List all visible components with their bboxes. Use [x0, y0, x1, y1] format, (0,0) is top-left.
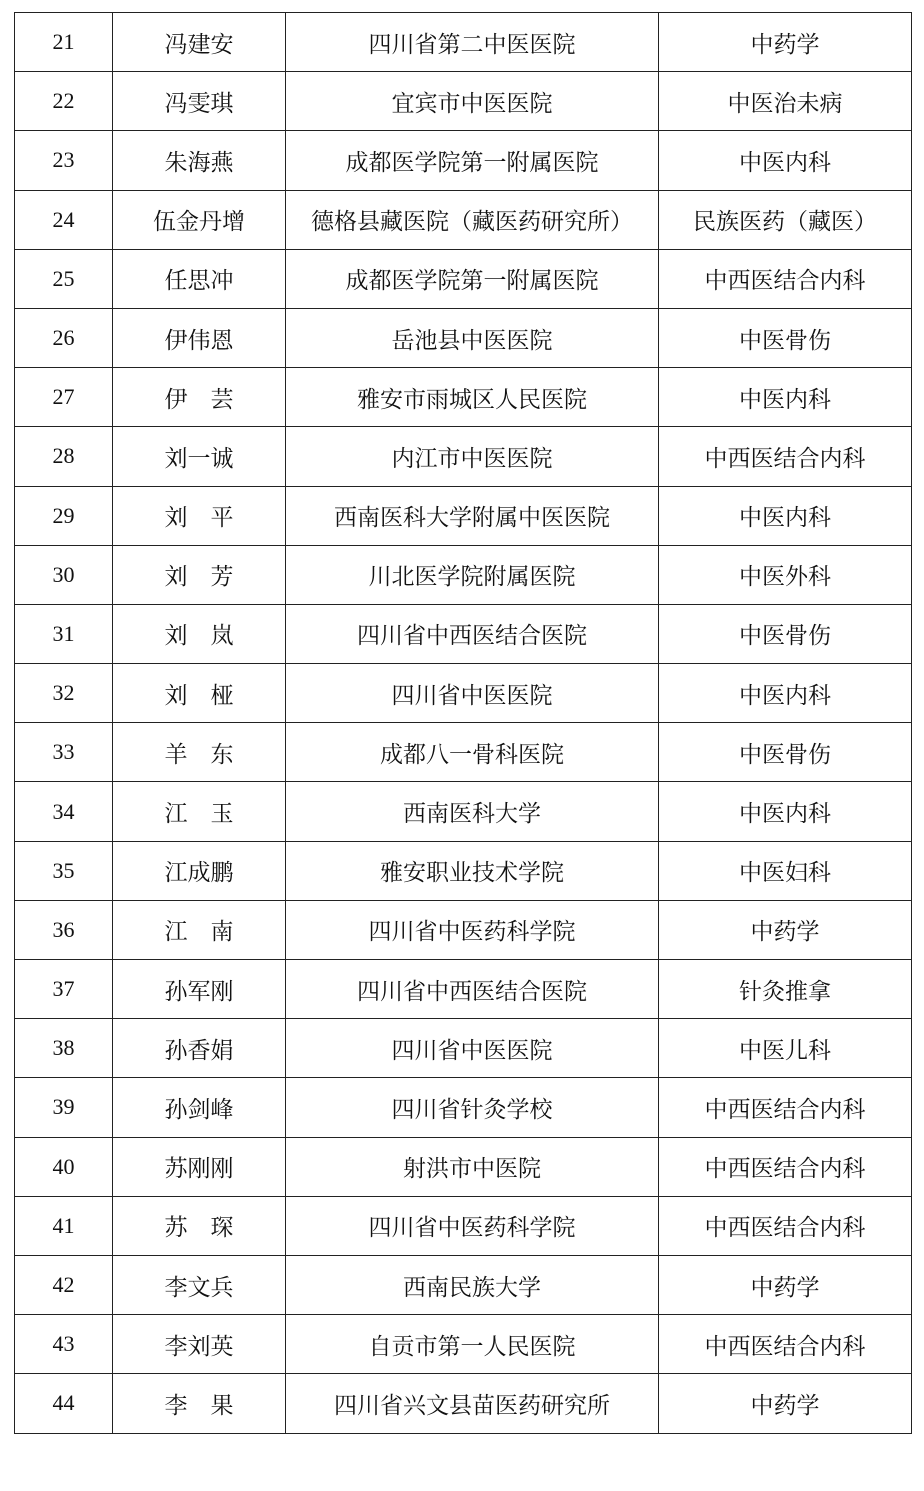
name-cell: 江 玉 — [113, 782, 286, 841]
specialty-cell: 中西医结合内科 — [659, 427, 912, 486]
institution-cell: 四川省中西医结合医院 — [286, 960, 659, 1019]
institution-cell: 雅安市雨城区人民医院 — [286, 368, 659, 427]
row-number-cell: 24 — [15, 190, 113, 249]
name-cell: 刘一诚 — [113, 427, 286, 486]
row-number-cell: 23 — [15, 131, 113, 190]
table-row — [15, 249, 912, 308]
table-row — [15, 960, 912, 1019]
name-cell: 江成鹏 — [113, 841, 286, 900]
name-cell: 刘 岚 — [113, 604, 286, 663]
specialty-cell: 中医骨伤 — [659, 723, 912, 782]
institution-cell: 射洪市中医院 — [286, 1137, 659, 1196]
table-row — [15, 368, 912, 427]
row-number-cell: 44 — [15, 1374, 113, 1433]
row-number-cell: 26 — [15, 308, 113, 367]
specialty-cell: 中医治未病 — [659, 72, 912, 131]
specialty-cell: 中医内科 — [659, 131, 912, 190]
specialty-cell: 中西医结合内科 — [659, 1315, 912, 1374]
name-cell: 伊 芸 — [113, 368, 286, 427]
roster-table — [14, 12, 912, 1434]
name-cell: 李文兵 — [113, 1255, 286, 1314]
row-number-cell: 27 — [15, 368, 113, 427]
specialty-cell: 中西医结合内科 — [659, 1078, 912, 1137]
row-number-cell: 41 — [15, 1196, 113, 1255]
institution-cell: 川北医学院附属医院 — [286, 545, 659, 604]
name-cell: 伊伟恩 — [113, 308, 286, 367]
name-cell: 任思冲 — [113, 249, 286, 308]
specialty-cell: 中西医结合内科 — [659, 249, 912, 308]
specialty-cell: 中西医结合内科 — [659, 1196, 912, 1255]
specialty-cell: 中医内科 — [659, 664, 912, 723]
row-number-cell: 33 — [15, 723, 113, 782]
specialty-cell: 中药学 — [659, 13, 912, 72]
table-row — [15, 1078, 912, 1137]
roster-table-body — [15, 13, 912, 1434]
row-number-cell: 35 — [15, 841, 113, 900]
specialty-cell: 中医骨伤 — [659, 308, 912, 367]
specialty-cell: 中医妇科 — [659, 841, 912, 900]
specialty-cell: 中西医结合内科 — [659, 1137, 912, 1196]
table-row — [15, 723, 912, 782]
roster-table-container — [14, 12, 911, 1434]
row-number-cell: 32 — [15, 664, 113, 723]
table-row — [15, 131, 912, 190]
specialty-cell: 中药学 — [659, 1374, 912, 1433]
row-number-cell: 39 — [15, 1078, 113, 1137]
name-cell: 刘 平 — [113, 486, 286, 545]
table-row — [15, 1019, 912, 1078]
row-number-cell: 29 — [15, 486, 113, 545]
table-row — [15, 1374, 912, 1433]
institution-cell: 四川省中医医院 — [286, 664, 659, 723]
row-number-cell: 36 — [15, 900, 113, 959]
institution-cell: 四川省兴文县苗医药研究所 — [286, 1374, 659, 1433]
table-row — [15, 1315, 912, 1374]
specialty-cell: 民族医药（藏医） — [659, 190, 912, 249]
specialty-cell: 中药学 — [659, 1255, 912, 1314]
name-cell: 伍金丹增 — [113, 190, 286, 249]
table-row — [15, 427, 912, 486]
institution-cell: 四川省针灸学校 — [286, 1078, 659, 1137]
specialty-cell: 中医内科 — [659, 368, 912, 427]
table-row — [15, 545, 912, 604]
row-number-cell: 25 — [15, 249, 113, 308]
row-number-cell: 37 — [15, 960, 113, 1019]
institution-cell: 岳池县中医医院 — [286, 308, 659, 367]
specialty-cell: 中医外科 — [659, 545, 912, 604]
table-row — [15, 308, 912, 367]
table-row — [15, 664, 912, 723]
row-number-cell: 38 — [15, 1019, 113, 1078]
name-cell: 孙香娟 — [113, 1019, 286, 1078]
institution-cell: 成都八一骨科医院 — [286, 723, 659, 782]
table-row — [15, 1196, 912, 1255]
row-number-cell: 43 — [15, 1315, 113, 1374]
name-cell: 江 南 — [113, 900, 286, 959]
table-row — [15, 841, 912, 900]
institution-cell: 西南民族大学 — [286, 1255, 659, 1314]
specialty-cell: 中药学 — [659, 900, 912, 959]
table-row — [15, 72, 912, 131]
name-cell: 朱海燕 — [113, 131, 286, 190]
specialty-cell: 中医内科 — [659, 782, 912, 841]
name-cell: 李 果 — [113, 1374, 286, 1433]
row-number-cell: 34 — [15, 782, 113, 841]
row-number-cell: 30 — [15, 545, 113, 604]
name-cell: 孙军刚 — [113, 960, 286, 1019]
table-row — [15, 486, 912, 545]
name-cell: 羊 东 — [113, 723, 286, 782]
table-row — [15, 13, 912, 72]
table-row — [15, 1137, 912, 1196]
institution-cell: 四川省第二中医医院 — [286, 13, 659, 72]
specialty-cell: 针灸推拿 — [659, 960, 912, 1019]
institution-cell: 成都医学院第一附属医院 — [286, 249, 659, 308]
name-cell: 冯建安 — [113, 13, 286, 72]
table-row — [15, 604, 912, 663]
table-row — [15, 782, 912, 841]
name-cell: 刘 桠 — [113, 664, 286, 723]
table-row — [15, 900, 912, 959]
row-number-cell: 31 — [15, 604, 113, 663]
specialty-cell: 中医儿科 — [659, 1019, 912, 1078]
institution-cell: 四川省中医药科学院 — [286, 1196, 659, 1255]
specialty-cell: 中医内科 — [659, 486, 912, 545]
name-cell: 苏 琛 — [113, 1196, 286, 1255]
table-row — [15, 1255, 912, 1314]
institution-cell: 内江市中医医院 — [286, 427, 659, 486]
name-cell: 苏刚刚 — [113, 1137, 286, 1196]
institution-cell: 德格县藏医院（藏医药研究所） — [286, 190, 659, 249]
name-cell: 李刘英 — [113, 1315, 286, 1374]
row-number-cell: 42 — [15, 1255, 113, 1314]
row-number-cell: 28 — [15, 427, 113, 486]
institution-cell: 西南医科大学附属中医医院 — [286, 486, 659, 545]
institution-cell: 四川省中医医院 — [286, 1019, 659, 1078]
institution-cell: 西南医科大学 — [286, 782, 659, 841]
institution-cell: 雅安职业技术学院 — [286, 841, 659, 900]
specialty-cell: 中医骨伤 — [659, 604, 912, 663]
table-row — [15, 190, 912, 249]
row-number-cell: 21 — [15, 13, 113, 72]
row-number-cell: 22 — [15, 72, 113, 131]
name-cell: 孙剑峰 — [113, 1078, 286, 1137]
name-cell: 刘 芳 — [113, 545, 286, 604]
institution-cell: 四川省中医药科学院 — [286, 900, 659, 959]
row-number-cell: 40 — [15, 1137, 113, 1196]
institution-cell: 宜宾市中医医院 — [286, 72, 659, 131]
institution-cell: 成都医学院第一附属医院 — [286, 131, 659, 190]
institution-cell: 自贡市第一人民医院 — [286, 1315, 659, 1374]
name-cell: 冯雯琪 — [113, 72, 286, 131]
institution-cell: 四川省中西医结合医院 — [286, 604, 659, 663]
